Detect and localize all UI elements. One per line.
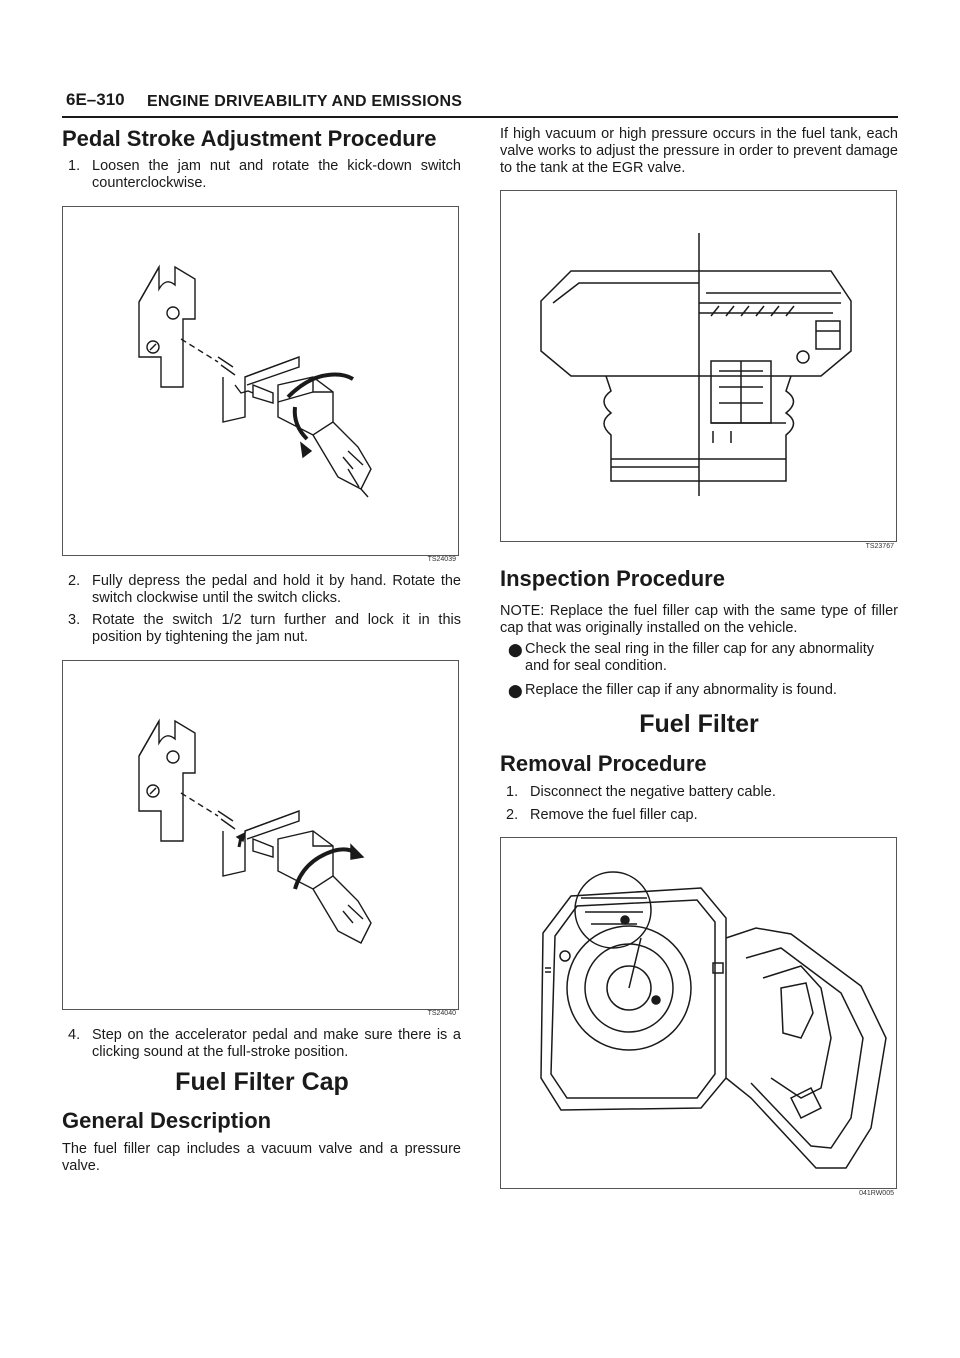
page-number: 6E–310	[66, 90, 125, 109]
heading-removal-procedure: Removal Procedure	[500, 751, 707, 776]
step-text: Step on the accelerator pedal and make sure there is a clicking sound at the full-stroke position.	[92, 1027, 461, 1060]
filler-cap-cutaway-illustration	[501, 191, 896, 541]
figure-code-1: TS24039	[427, 556, 456, 563]
heading-general-description: General Description	[62, 1108, 272, 1133]
inspection-bullet-2	[508, 682, 898, 699]
step-text: Remove the fuel filler cap.	[530, 807, 698, 823]
figure-code-4: 041RW005	[859, 1190, 894, 1197]
step-text: Loosen the jam nut and rotate the kick-down switch counterclockwise.	[92, 158, 461, 191]
inspection-note: NOTE: Replace the fuel filler cap with the same type of filler cap that was originally installed on the vehicle.	[500, 603, 898, 636]
step-number: 1.	[506, 784, 519, 800]
figure-code-2: TS24040	[427, 1010, 456, 1017]
step-number: 2.	[68, 573, 81, 589]
figure-code-3: TS23767	[865, 543, 894, 550]
step-text: Fully depress the pedal and hold it by hand. Rotate the switch clockwise until the switch clicks.	[92, 573, 461, 606]
bullet-text: Replace the filler cap if any abnormality is found.	[525, 682, 837, 698]
figure-fuel-filler-door	[500, 837, 897, 1189]
heading-inspection-procedure: Inspection Procedure	[500, 566, 725, 591]
left-step-4	[68, 1027, 461, 1061]
figure-kickdown-switch-tighten	[62, 660, 459, 1010]
left-step-1	[68, 158, 461, 192]
bullet-text: Check the seal ring in the filler cap for any abnormality and for seal condition.	[525, 641, 874, 674]
step-number: 1.	[68, 158, 81, 174]
title-fuel-filter: Fuel Filter	[639, 710, 759, 738]
inspection-bullet-1	[508, 641, 898, 675]
kickdown-switch-illustration-1	[63, 207, 458, 555]
kickdown-switch-illustration-2	[63, 661, 458, 1009]
fuel-filler-door-illustration	[501, 838, 896, 1188]
header-rule	[62, 116, 898, 118]
right-step-2	[506, 807, 898, 824]
step-text: Rotate the switch 1/2 turn further and lock it in this position by tightening the jam nut.	[92, 612, 461, 645]
step-number: 2.	[506, 807, 519, 823]
section-title: ENGINE DRIVEABILITY AND EMISSIONS	[147, 93, 463, 110]
step-number: 4.	[68, 1027, 81, 1043]
heading-pedal-stroke: Pedal Stroke Adjustment Procedure	[62, 126, 437, 151]
left-step-2	[68, 573, 461, 607]
general-description-text: The fuel filler cap includes a vacuum valve and a pressure valve.	[62, 1141, 461, 1174]
step-text: Disconnect the negative battery cable.	[530, 784, 776, 800]
right-step-1	[506, 784, 898, 801]
figure-filler-cap-cutaway	[500, 190, 897, 542]
bullet-icon: ⬤	[508, 642, 523, 657]
pressure-valve-intro: If high vacuum or high pressure occurs in the fuel tank, each valve works to adjust the pressure in order to prevent damage to the tank at the EGR valve.	[500, 126, 898, 176]
left-step-3	[68, 612, 461, 646]
title-fuel-filter-cap: Fuel Filter Cap	[175, 1068, 349, 1096]
bullet-icon: ⬤	[508, 683, 523, 698]
figure-kickdown-switch-loosen	[62, 206, 459, 556]
step-number: 3.	[68, 612, 81, 628]
